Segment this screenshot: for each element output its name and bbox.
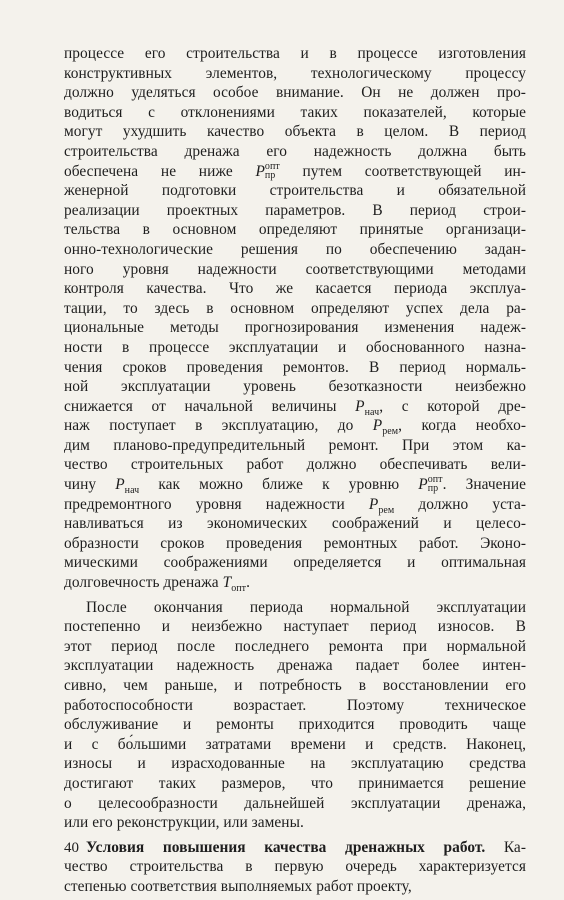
- text-line: долговечность дренажа $T_{опт}$.: [64, 574, 250, 595]
- text-line: водиться с отклонениями таких показателей, которые: [64, 103, 526, 121]
- text-line: циональные методы прогнозирования изменения надеж-: [64, 319, 526, 337]
- text-line: снижается от начальной величины $P_{нач}$, с которой дре-: [64, 397, 526, 418]
- text-line: чину $P_{нач}$ как можно ближе к уровню P опт пр . Значение: [64, 474, 526, 497]
- text-line: тельства в основном определяют принятые организаци-: [64, 221, 526, 239]
- text-line: обеспечена не ниже P опт пр путем соответствующей ин-: [64, 160, 526, 181]
- page-body: [64, 44, 526, 897]
- text-line: чество строительства в первую очередь характеризуется: [64, 858, 526, 876]
- text-line: мическими соображениями определяется и оптимальная: [64, 554, 526, 572]
- paragraph: [64, 44, 526, 593]
- text-line: износы и израсходованные на эксплуатацию средства: [64, 755, 526, 773]
- paragraph: [64, 598, 526, 833]
- text-line: ного уровня надежности соответствующими методами: [64, 260, 526, 278]
- text-line: конструктивных элементов, технологическому процессу: [64, 64, 526, 82]
- page-number: 40: [64, 840, 79, 856]
- text-line: этот период после последнего ремонта при нормальной: [64, 637, 526, 655]
- text-line: наж поступает в эксплуатацию, до $P_{рем}$, когда необхо-: [64, 417, 526, 438]
- text-line: тации, то здесь в основном определяют успех дела ра-: [64, 299, 526, 317]
- text-line: контроля качества. Что же касается периода эксплуа-: [64, 280, 526, 298]
- text-line: постепенно и неизбежно наступает период износов. В: [64, 618, 526, 636]
- text-line: процессе его строительства и в процессе изготовления: [64, 45, 526, 62]
- text-line: обслуживание и ремонты приходится проводить чаще: [64, 716, 526, 734]
- text-line: эксплуатации надежность дренажа падает более интен-: [64, 657, 526, 675]
- text-line: и с бо́льшими затратами времени и средств. Наконец,: [64, 735, 526, 753]
- text-line: должно уделяться особое внимание. Он не должен про-: [64, 84, 526, 102]
- text-line: ной эксплуатации уровень безотказности неизбежно: [64, 378, 526, 396]
- text-line: строительства дренажа его надежность должна быть: [64, 142, 526, 160]
- text-line: дим планово-предупредительный ремонт. При этом ка-: [64, 436, 526, 454]
- text-line: женерной подготовки строительства и обязательной: [64, 182, 526, 200]
- text-line: чество строительных работ должно обеспечивать вели-: [64, 456, 526, 474]
- text-line: ности в процессе эксплуатации и обоснованного назна-: [64, 338, 526, 356]
- text-line: образности сроков проведения ремонтных работ. Эконо-: [64, 534, 526, 552]
- text-line: сивно, чем раньше, и потребность в восстановлении его: [64, 677, 526, 694]
- paragraph: [64, 838, 526, 897]
- text-line: навливаться из экономических соображений и целесо-: [64, 515, 526, 533]
- text-line: или его реконструкции, или замены.: [64, 814, 304, 832]
- text-line: После окончания периода нормальной эксплуатации: [86, 598, 526, 616]
- text-line: реализации проектных параметров. В период строи-: [64, 201, 526, 219]
- text-line: чения сроков проведения ремонтов. В период нормаль-: [64, 358, 526, 376]
- text-line: степенью соответствия выполняемых работ проекту,: [64, 877, 412, 895]
- text-line: предремонтного уровня надежности $P_{рем}$ должно уста-: [64, 495, 527, 516]
- text-line: Условия повышения качества дренажных работ. Ка-: [86, 838, 526, 856]
- text-line: о целесообразности дальнейшей эксплуатации дренажа,: [64, 794, 526, 812]
- text-line: работоспособности возрастает. Поэтому техническое: [64, 696, 526, 714]
- section-heading: Условия повышения качества дренажных работ.: [86, 838, 486, 856]
- text-line: могут ухудшить качество объекта в целом. В период: [64, 123, 526, 141]
- text-line: достигают таких размеров, что принимается решение: [64, 774, 526, 792]
- text-line: онно-технологические решения по обеспечению задан-: [64, 240, 526, 258]
